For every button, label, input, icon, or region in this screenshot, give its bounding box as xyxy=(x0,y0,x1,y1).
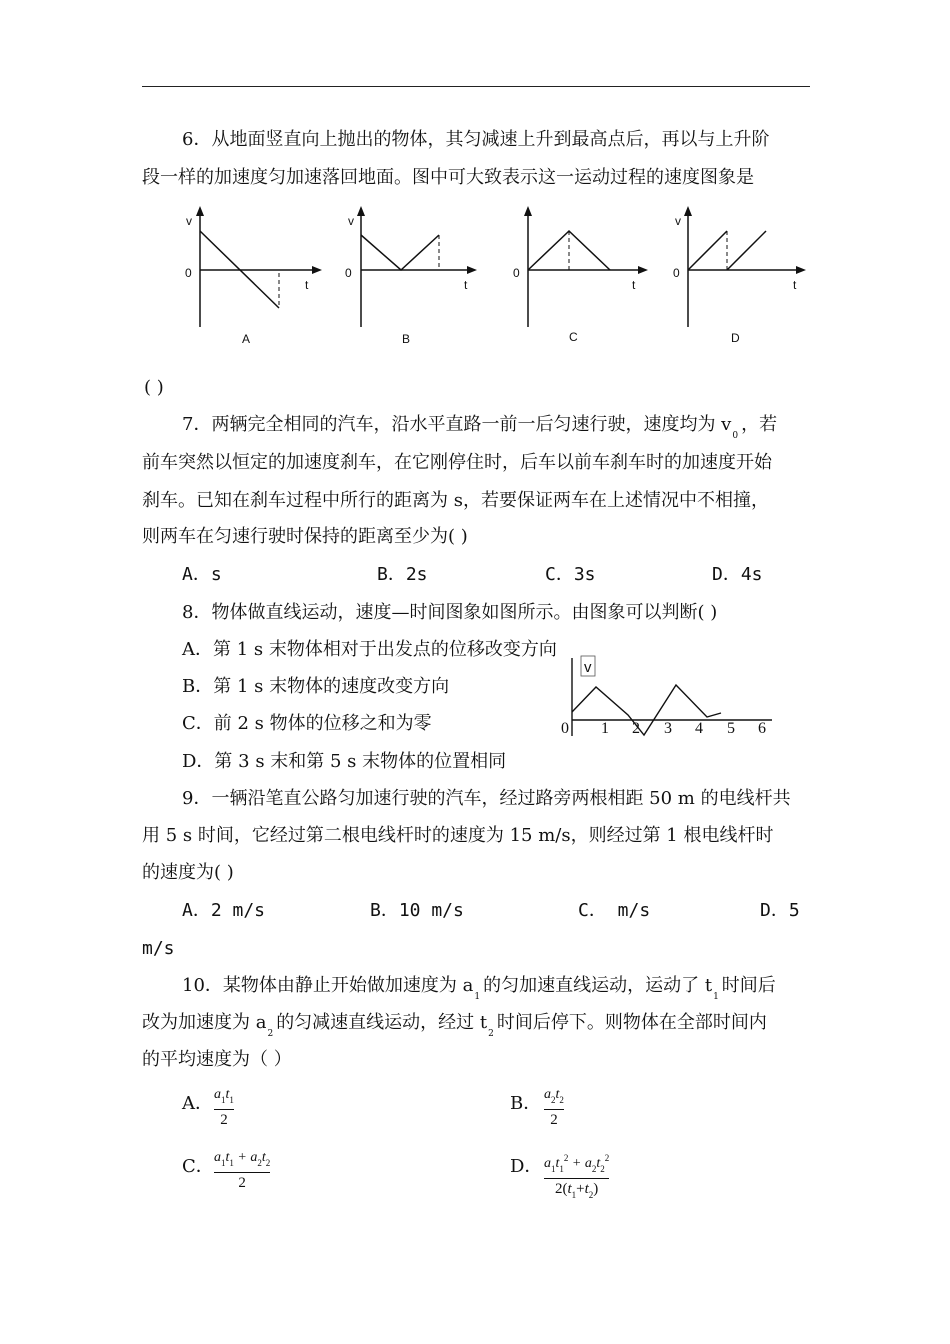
q10-line-2-text: 改为加速度为 a xyxy=(142,1012,267,1033)
q10-option-a-formula: $a_1t_1$ 2 xyxy=(214,1087,234,1128)
q8-option-c: C．前 2 s 物体的位移之和为零 xyxy=(182,713,432,734)
q8-tick-4: 4 xyxy=(695,720,703,737)
q7-line-2: 前车突然以恒定的加速度刹车，在它刚停住时，后车以前车刹车时的加速度开始 xyxy=(142,452,772,473)
q10-line-1 xyxy=(182,974,776,1009)
q6-graph-d xyxy=(664,205,814,350)
graph-a-v-label: v xyxy=(186,214,192,228)
q10-line-1-text: 10．某物体由静止开始做加速度为 a xyxy=(182,975,474,996)
header-rule xyxy=(142,86,810,87)
graph-c-caption: C xyxy=(569,330,578,344)
q7-line-3: 刹车。已知在刹车过程中所行的距离为 s，若要保证两车在上述情况中不相撞， xyxy=(142,490,769,511)
q10-option-c-label: C． xyxy=(182,1156,214,1177)
q10-option-b-label: B． xyxy=(510,1093,542,1114)
graph-c-t-label: t xyxy=(632,278,636,292)
q9-line-2: 用 5 s 时间，它经过第二根电线杆时的速度为 15 m/s，则经过第 1 根电线杆时 xyxy=(142,825,774,846)
q8-stem: 8．物体做直线运动，速度—时间图象如图所示。由图象可以判断( ) xyxy=(182,602,718,623)
graph-b-v-label: v xyxy=(348,214,354,228)
q7-v0-subscript: 0 xyxy=(732,431,739,441)
q9-option-d-unit: m/s xyxy=(142,938,175,959)
q8-tick-6: 6 xyxy=(758,720,766,737)
q8-vt-graph xyxy=(556,652,778,742)
q8-tick-5: 5 xyxy=(727,720,735,737)
q8-tick-2: 2 xyxy=(632,720,640,737)
q9-option-c: C． m/s xyxy=(578,900,651,921)
q8-tick-3: 3 xyxy=(664,720,672,737)
graph-a-origin: 0 xyxy=(185,266,192,280)
q7-option-a: A．s xyxy=(182,564,222,585)
q9-line-3: 的速度为( ) xyxy=(142,862,234,883)
q10-option-b-formula: $a_2t_2$ 2 xyxy=(544,1087,564,1128)
q10-line-2-end: 时间后停下。则物体在全部时间内 xyxy=(496,1012,767,1033)
q7-option-b: B．2s xyxy=(377,564,428,585)
q6-graph-a xyxy=(176,205,326,350)
q8-tick-0: 0 xyxy=(561,720,569,737)
graph-c-origin: 0 xyxy=(513,266,520,280)
q10-option-c-denominator: 2 xyxy=(238,1175,246,1191)
q10-a1-subscript: 1 xyxy=(474,992,481,1002)
q7-line-1-end: ，若 xyxy=(741,414,778,435)
q6-graph-b xyxy=(337,205,487,350)
q9-option-d: D．5 xyxy=(760,900,800,921)
q10-line-3: 的平均速度为（ ） xyxy=(142,1049,292,1070)
q10-t1-subscript: 1 xyxy=(713,992,719,1002)
q10-t2-subscript: 2 xyxy=(488,1029,494,1039)
q10-line-1-mid: 的匀加速直线运动，运动了 t xyxy=(483,975,713,996)
q7-line-1-text: 7．两辆完全相同的汽车，沿水平直路一前一后匀速行驶，速度均为 v xyxy=(182,414,732,435)
q10-a2-subscript: 2 xyxy=(267,1029,274,1039)
q9-option-b: B．10 m/s xyxy=(370,900,464,921)
q6-graph-c xyxy=(504,205,654,350)
q10-line-2-mid: 的匀减速直线运动，经过 t xyxy=(276,1012,488,1033)
graph-b-origin: 0 xyxy=(345,266,352,280)
graph-d-v-label: v xyxy=(675,214,681,228)
graph-d-origin: 0 xyxy=(673,266,680,280)
graph-a-caption: A xyxy=(242,332,251,346)
q10-option-a-label: A． xyxy=(182,1093,213,1114)
q6-line-2: 段一样的加速度匀加速落回地面。图中可大致表示这一运动过程的速度图象是 xyxy=(142,167,754,188)
q10-option-c-formula: $a_1t_1 + a_2t_2$ 2 xyxy=(214,1150,271,1191)
q6-line-1: 6．从地面竖直向上抛出的物体，其匀减速上升到最高点后，再以与上升阶 xyxy=(182,129,770,150)
q8-option-a: A．第 1 s 末物体相对于出发点的位移改变方向 xyxy=(182,639,557,660)
q10-option-a-denominator: 2 xyxy=(220,1112,228,1128)
graph-b-caption: B xyxy=(402,332,411,346)
q10-option-d-formula: $a_1t_1^2 + a_2t_2^2$ $2(t_1+t_2)$ xyxy=(544,1153,610,1200)
q7-line-4: 则两车在匀速行驶时保持的距离至少为( ) xyxy=(142,526,468,547)
graph-b-t-label: t xyxy=(464,278,468,292)
q7-line-1 xyxy=(182,413,777,448)
q9-option-a: A．2 m/s xyxy=(182,900,266,921)
q9-line-1: 9．一辆沿笔直公路匀加速行驶的汽车，经过路旁两根相距 50 m 的电线杆共 xyxy=(182,788,791,809)
graph-a-t-label: t xyxy=(305,278,309,292)
q6-answer-blank: ( ) xyxy=(144,377,164,398)
q10-line-1-end: 时间后 xyxy=(721,975,776,996)
graph-d-t-label: t xyxy=(793,278,797,292)
q8-graph-v-label: v xyxy=(584,659,592,676)
graph-d-caption: D xyxy=(731,331,740,345)
q10-line-2 xyxy=(142,1011,767,1046)
q8-tick-1: 1 xyxy=(601,720,609,737)
q7-option-d: D．4s xyxy=(712,564,763,585)
q7-option-c: C．3s xyxy=(545,564,596,585)
q8-option-d: D．第 3 s 末和第 5 s 末物体的位置相同 xyxy=(182,751,507,772)
q10-option-b-denominator: 2 xyxy=(550,1112,558,1128)
q10-option-d-label: D． xyxy=(510,1156,543,1177)
q8-option-b: B．第 1 s 末物体的速度改变方向 xyxy=(182,676,450,697)
